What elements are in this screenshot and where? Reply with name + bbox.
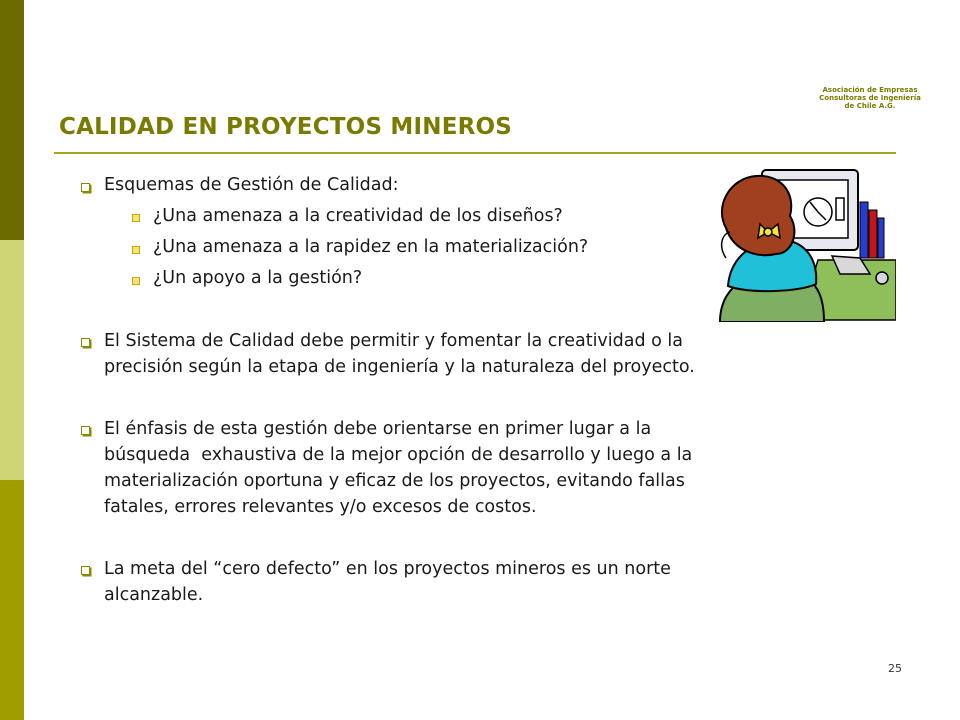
bullet-square-icon xyxy=(81,338,90,347)
paragraph-line: El énfasis de esta gestión debe orientarse en primer lugar a la xyxy=(104,419,652,439)
paragraph-line: materialización oportuna y eficaz de los proyectos, evitando fallas xyxy=(104,471,685,491)
sidebar-segment-bottom xyxy=(0,480,24,720)
woman-at-computer-clipart xyxy=(700,162,896,322)
bullet-cero-defecto xyxy=(104,556,671,608)
bullet-sistema-calidad xyxy=(104,328,695,380)
sub-bullet-rapidez: ¿Una amenaza a la rapidez en la materialización? xyxy=(153,237,589,257)
sub-bullet-apoyo: ¿Un apoyo a la gestión? xyxy=(153,268,363,288)
left-sidebar-stripe xyxy=(0,0,24,720)
sub-bullet-icon xyxy=(132,246,140,254)
sub-bullet-icon xyxy=(132,214,140,222)
bullet-square-icon xyxy=(81,426,90,435)
slide-title: CALIDAD EN PROYECTOS MINEROS xyxy=(59,114,513,140)
bullet-square-icon xyxy=(81,566,90,575)
sub-bullet-creatividad: ¿Una amenaza a la creatividad de los diseños? xyxy=(153,206,563,226)
paragraph-line: fatales, errores relevantes y/o excesos de costos. xyxy=(104,497,537,517)
paragraph-line: La meta del “cero defecto” en los proyectos mineros es un norte xyxy=(104,559,671,579)
page-number: 25 xyxy=(888,662,902,675)
org-line-2: Consultoras de Ingeniería xyxy=(819,94,921,102)
org-line-3: de Chile A.G. xyxy=(844,102,896,110)
paragraph-line: búsqueda exhaustiva de la mejor opción de desarrollo y luego a la xyxy=(104,445,693,465)
paragraph-line: precisión según la etapa de ingeniería y la naturaleza del proyecto. xyxy=(104,357,695,377)
title-underline xyxy=(54,152,896,154)
sidebar-segment-top xyxy=(0,0,24,240)
sidebar-segment-middle xyxy=(0,240,24,480)
paragraph-line: El Sistema de Calidad debe permitir y fomentar la creatividad o la xyxy=(104,331,684,351)
bullet-square-icon xyxy=(81,183,90,192)
bullet-gestion-calidad: Esquemas de Gestión de Calidad: xyxy=(104,175,399,195)
organization-logo-text xyxy=(800,86,940,110)
sub-bullet-icon xyxy=(132,277,140,285)
paragraph-line: alcanzable. xyxy=(104,585,204,605)
org-line-1: Asociación de Empresas xyxy=(822,86,918,94)
bullet-enfasis-gestion xyxy=(104,416,692,520)
